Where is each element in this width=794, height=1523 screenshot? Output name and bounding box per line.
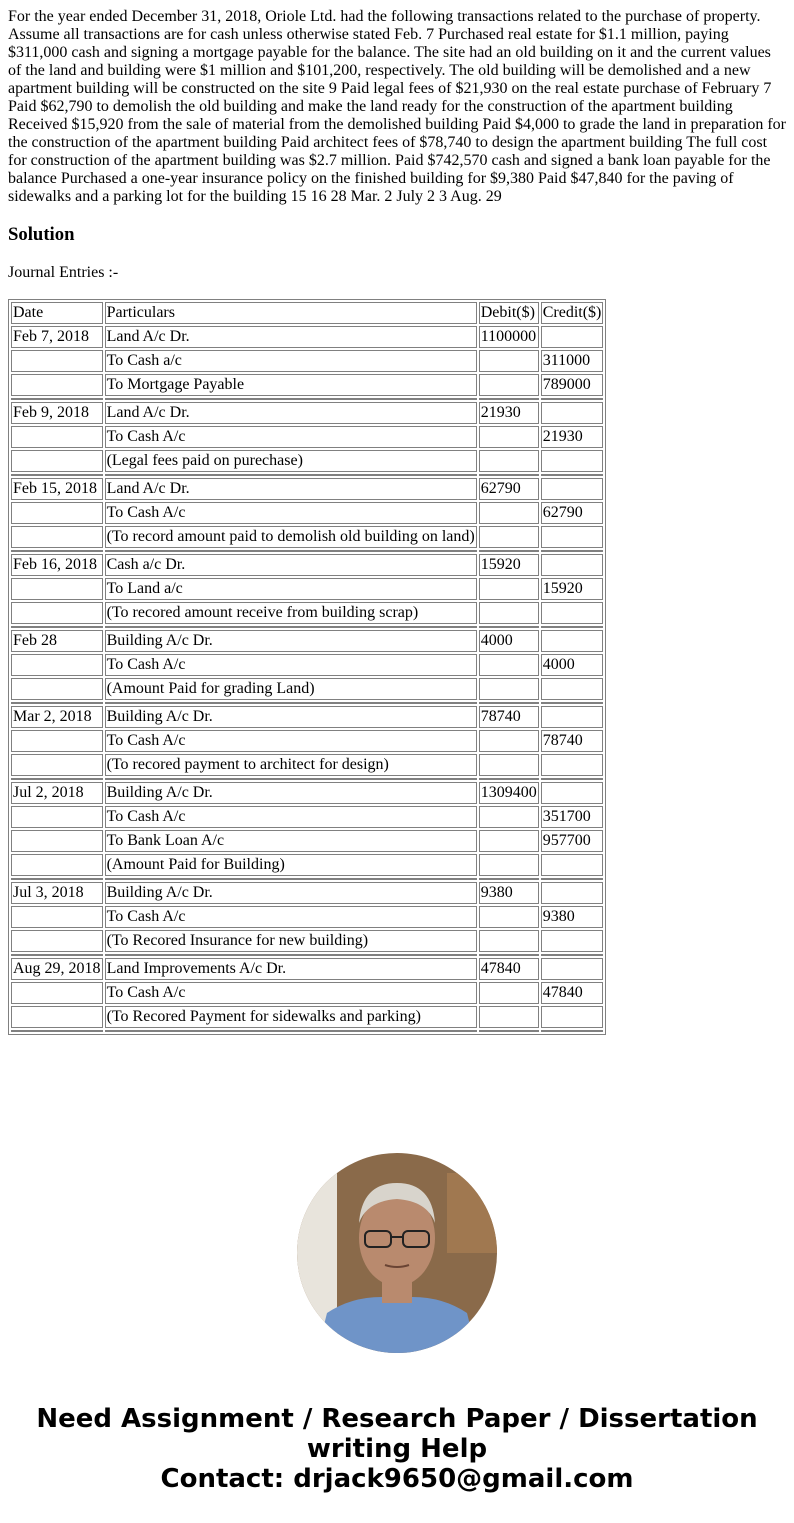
separator-cell	[105, 474, 477, 476]
entry-separator-row	[11, 954, 603, 956]
cell-date	[11, 906, 103, 928]
cell-debit	[479, 830, 539, 852]
separator-cell	[105, 550, 477, 552]
cell-date: Aug 29, 2018	[11, 958, 103, 980]
cell-particulars: (Legal fees paid on purechase)	[105, 450, 477, 472]
footer-line-2: writing Help	[306, 1434, 488, 1464]
cell-credit: 21930	[541, 426, 604, 448]
cell-credit	[541, 678, 604, 700]
cell-credit	[541, 882, 604, 904]
entry-separator-row	[11, 626, 603, 628]
cell-date	[11, 806, 103, 828]
cell-credit	[541, 782, 604, 804]
cell-date: Jul 3, 2018	[11, 882, 103, 904]
separator-cell	[105, 626, 477, 628]
cell-debit: 4000	[479, 630, 539, 652]
table-row	[11, 502, 603, 524]
table-row	[11, 526, 603, 548]
cell-credit: 15920	[541, 578, 604, 600]
table-row	[11, 350, 603, 372]
table-row	[11, 730, 603, 752]
footer-advert	[0, 1404, 794, 1494]
cell-date	[11, 982, 103, 1004]
cell-debit	[479, 678, 539, 700]
cell-credit	[541, 450, 604, 472]
table-row	[11, 678, 603, 700]
separator-cell	[541, 702, 604, 704]
table-row	[11, 402, 603, 424]
cell-debit	[479, 374, 539, 396]
cell-particulars: To Cash a/c	[105, 350, 477, 372]
separator-cell	[11, 474, 103, 476]
cell-particulars: Land A/c Dr.	[105, 478, 477, 500]
cell-date: Feb 9, 2018	[11, 402, 103, 424]
cell-particulars: (To recored amount receive from building scrap)	[105, 602, 477, 624]
cell-credit	[541, 602, 604, 624]
separator-cell	[541, 474, 604, 476]
entry-separator-row	[11, 398, 603, 400]
cell-particulars: To Cash A/c	[105, 806, 477, 828]
separator-cell	[541, 954, 604, 956]
table-row	[11, 374, 603, 396]
footer-contact: Contact: drjack9650@gmail.com	[160, 1464, 634, 1494]
separator-cell	[541, 1030, 604, 1032]
cell-debit: 9380	[479, 882, 539, 904]
table-row	[11, 982, 603, 1004]
journal-entries-label: Journal Entries :-	[8, 264, 119, 281]
cell-date	[11, 730, 103, 752]
separator-cell	[11, 1030, 103, 1032]
cell-particulars: To Cash A/c	[105, 426, 477, 448]
header-date: Date	[11, 302, 103, 324]
cell-date: Feb 28	[11, 630, 103, 652]
entry-separator-row	[11, 550, 603, 552]
cell-credit: 4000	[541, 654, 604, 676]
cell-date	[11, 426, 103, 448]
table-row	[11, 806, 603, 828]
separator-cell	[479, 878, 539, 880]
header-particulars: Particulars	[105, 302, 477, 324]
cell-credit: 78740	[541, 730, 604, 752]
cell-particulars: Building A/c Dr.	[105, 630, 477, 652]
separator-cell	[479, 702, 539, 704]
separator-cell	[541, 778, 604, 780]
cell-date	[11, 1006, 103, 1028]
cell-date	[11, 578, 103, 600]
cell-particulars: To Land a/c	[105, 578, 477, 600]
cell-date: Feb 16, 2018	[11, 554, 103, 576]
separator-cell	[11, 398, 103, 400]
cell-date	[11, 754, 103, 776]
separator-cell	[479, 474, 539, 476]
separator-cell	[105, 878, 477, 880]
table-row	[11, 426, 603, 448]
cell-debit	[479, 654, 539, 676]
cell-particulars: To Cash A/c	[105, 654, 477, 676]
cell-particulars: (To Recored Insurance for new building)	[105, 930, 477, 952]
cell-date: Mar 2, 2018	[11, 706, 103, 728]
table-row	[11, 630, 603, 652]
cell-date: Feb 15, 2018	[11, 478, 103, 500]
separator-cell	[479, 954, 539, 956]
cell-credit: 62790	[541, 502, 604, 524]
question-text: For the year ended December 31, 2018, Oriole Ltd. had the following transactions related to the purchase of property. Assume all transactions are for cash unless otherwise stated Feb. 7 Purchased real estate for $1.1 million, paying $311,000 cash and signing a mortgage payable for the balance. The site had an old building on it and the current values of the land and building were $1 million and $101,200, respectively. The old building will be demolished and a new apartment building will be constructed on the site 9 Paid legal fees of $21,930 on the real estate purchase of February 7 Paid $62,790 to demolish the old building and make the land ready for the construction of the apartment building Received $15,920 from the sale of material from the demolished building Paid $4,000 to grade the land in preparation for the construction of the apartment building Paid architect fees of $78,740 to design the apartment building The full cost for construction of the apartment building was $2.7 million. Paid $742,570 cash and signed a bank loan payable for the balance Purchased a one-year insurance policy on the finished building for $9,380 Paid $47,840 for the paving of sidewalks and a parking lot for the building 15 16 28 Mar. 2 July 2 3 Aug. 29	[8, 8, 787, 205]
cell-debit	[479, 854, 539, 876]
cell-credit	[541, 854, 604, 876]
table-row	[11, 602, 603, 624]
cell-credit	[541, 958, 604, 980]
separator-cell	[541, 550, 604, 552]
cell-credit	[541, 402, 604, 424]
cell-credit: 47840	[541, 982, 604, 1004]
cell-debit	[479, 526, 539, 548]
table-row	[11, 782, 603, 804]
cell-debit	[479, 754, 539, 776]
cell-date	[11, 930, 103, 952]
person-photo-icon	[297, 1153, 497, 1353]
cell-date: Feb 7, 2018	[11, 326, 103, 348]
cell-particulars: (To Recored Payment for sidewalks and parking)	[105, 1006, 477, 1028]
cell-particulars: Cash a/c Dr.	[105, 554, 477, 576]
cell-debit: 15920	[479, 554, 539, 576]
cell-particulars: (Amount Paid for Building)	[105, 854, 477, 876]
entry-separator-row	[11, 702, 603, 704]
table-row	[11, 830, 603, 852]
cell-particulars: Land A/c Dr.	[105, 402, 477, 424]
table-row	[11, 578, 603, 600]
cell-particulars: To Cash A/c	[105, 502, 477, 524]
separator-cell	[479, 626, 539, 628]
cell-date	[11, 350, 103, 372]
separator-cell	[479, 550, 539, 552]
cell-particulars: Building A/c Dr.	[105, 782, 477, 804]
cell-particulars: (To record amount paid to demolish old building on land)	[105, 526, 477, 548]
cell-credit	[541, 554, 604, 576]
table-row	[11, 930, 603, 952]
separator-cell	[105, 778, 477, 780]
separator-cell	[11, 702, 103, 704]
separator-cell	[105, 954, 477, 956]
table-row	[11, 854, 603, 876]
separator-cell	[11, 550, 103, 552]
cell-debit: 1309400	[479, 782, 539, 804]
cell-credit	[541, 706, 604, 728]
cell-particulars: (To recored payment to architect for design)	[105, 754, 477, 776]
separator-cell	[479, 778, 539, 780]
cell-credit: 311000	[541, 350, 604, 372]
separator-cell	[541, 878, 604, 880]
cell-date	[11, 450, 103, 472]
cell-debit: 21930	[479, 402, 539, 424]
table-row	[11, 654, 603, 676]
separator-cell	[105, 1030, 477, 1032]
cell-date	[11, 374, 103, 396]
cell-debit: 78740	[479, 706, 539, 728]
separator-cell	[105, 702, 477, 704]
cell-date	[11, 854, 103, 876]
separator-cell	[11, 878, 103, 880]
cell-debit	[479, 806, 539, 828]
cell-credit: 9380	[541, 906, 604, 928]
cell-debit	[479, 426, 539, 448]
entry-separator-row	[11, 1030, 603, 1032]
author-photo	[297, 1153, 497, 1353]
cell-debit	[479, 1006, 539, 1028]
cell-credit: 957700	[541, 830, 604, 852]
cell-credit	[541, 1006, 604, 1028]
cell-credit: 351700	[541, 806, 604, 828]
cell-credit	[541, 754, 604, 776]
table-row	[11, 958, 603, 980]
separator-cell	[479, 398, 539, 400]
cell-debit: 62790	[479, 478, 539, 500]
entry-separator-row	[11, 878, 603, 880]
cell-credit	[541, 478, 604, 500]
cell-particulars: Building A/c Dr.	[105, 882, 477, 904]
cell-particulars: To Bank Loan A/c	[105, 830, 477, 852]
cell-credit	[541, 526, 604, 548]
cell-debit	[479, 578, 539, 600]
cell-date	[11, 654, 103, 676]
solution-heading: Solution	[8, 224, 75, 245]
header-debit: Debit($)	[479, 302, 539, 324]
cell-date	[11, 502, 103, 524]
cell-particulars: To Cash A/c	[105, 982, 477, 1004]
cell-credit	[541, 630, 604, 652]
cell-particulars: Building A/c Dr.	[105, 706, 477, 728]
cell-date	[11, 526, 103, 548]
cell-credit	[541, 930, 604, 952]
cell-date: Jul 2, 2018	[11, 782, 103, 804]
cell-particulars: (Amount Paid for grading Land)	[105, 678, 477, 700]
table-row	[11, 706, 603, 728]
table-row	[11, 754, 603, 776]
cell-date	[11, 602, 103, 624]
separator-cell	[11, 778, 103, 780]
table-row	[11, 554, 603, 576]
table-row	[11, 882, 603, 904]
journal-table-body	[11, 302, 603, 1032]
table-row	[11, 1006, 603, 1028]
cell-particulars: Land Improvements A/c Dr.	[105, 958, 477, 980]
table-row	[11, 906, 603, 928]
table-header-row	[11, 302, 603, 324]
cell-credit	[541, 326, 604, 348]
separator-cell	[11, 954, 103, 956]
cell-credit: 789000	[541, 374, 604, 396]
cell-particulars: To Cash A/c	[105, 730, 477, 752]
cell-date	[11, 678, 103, 700]
footer-line-1: Need Assignment / Research Paper / Dissertation	[36, 1404, 758, 1434]
cell-debit	[479, 730, 539, 752]
cell-debit	[479, 502, 539, 524]
cell-debit: 1100000	[479, 326, 539, 348]
separator-cell	[11, 626, 103, 628]
entry-separator-row	[11, 474, 603, 476]
cell-debit	[479, 350, 539, 372]
cell-debit	[479, 602, 539, 624]
header-credit: Credit($)	[541, 302, 604, 324]
cell-debit	[479, 906, 539, 928]
separator-cell	[541, 398, 604, 400]
cell-debit	[479, 930, 539, 952]
cell-particulars: Land A/c Dr.	[105, 326, 477, 348]
cell-date	[11, 830, 103, 852]
table-row	[11, 478, 603, 500]
table-row	[11, 326, 603, 348]
cell-debit	[479, 450, 539, 472]
journal-entries-table	[8, 299, 606, 1035]
cell-particulars: To Cash A/c	[105, 906, 477, 928]
separator-cell	[479, 1030, 539, 1032]
entry-separator-row	[11, 778, 603, 780]
separator-cell	[541, 626, 604, 628]
separator-cell	[105, 398, 477, 400]
table-row	[11, 450, 603, 472]
cell-particulars: To Mortgage Payable	[105, 374, 477, 396]
cell-debit	[479, 982, 539, 1004]
cell-debit: 47840	[479, 958, 539, 980]
